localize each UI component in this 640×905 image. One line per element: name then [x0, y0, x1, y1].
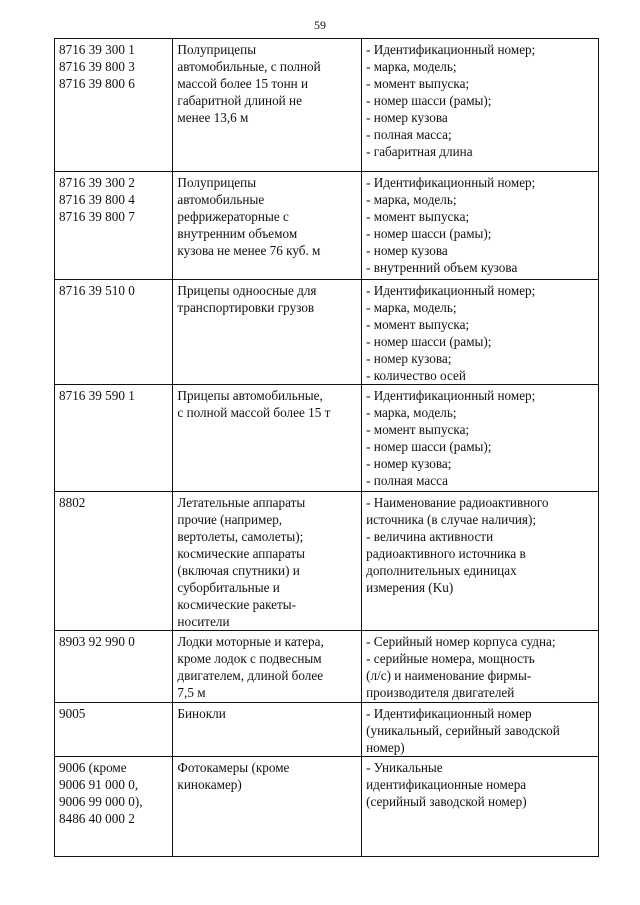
attributes-cell	[362, 703, 599, 757]
required-attribute-line: дополнительных единицах	[366, 563, 517, 578]
attributes-cell	[362, 280, 599, 385]
required-attribute-line: - момент выпуска;	[366, 209, 470, 224]
required-attribute-line: - момент выпуска;	[366, 76, 470, 91]
product-name-cell	[173, 39, 362, 172]
table-row	[55, 280, 599, 385]
required-attribute-line: - Идентификационный номер;	[366, 42, 536, 57]
required-attribute-line: номер)	[366, 740, 405, 755]
product-name-line: носители	[177, 614, 230, 629]
goods-table-body	[55, 39, 599, 857]
required-attribute-line: - момент выпуска;	[366, 422, 470, 437]
product-name-line: Полуприцепы	[177, 42, 257, 57]
table-row	[55, 39, 599, 172]
product-name-line: космические аппараты	[177, 546, 305, 561]
required-attribute-line: (л/с) и наименование фирмы-	[366, 668, 532, 683]
hs-code-line: 9006 91 000 0,	[59, 777, 139, 792]
hs-code-line: 8716 39 800 4	[59, 192, 135, 207]
hs-code-line: 9006 (кроме	[59, 760, 127, 775]
product-name-line: автомобильные, с полной	[177, 59, 321, 74]
required-attribute-line: - номер шасси (рамы);	[366, 334, 492, 349]
required-attribute-line: - номер кузова;	[366, 456, 452, 471]
product-name-line: автомобильные	[177, 192, 265, 207]
hs-code-line: 8716 39 300 1	[59, 42, 135, 57]
required-attribute-line: - Идентификационный номер;	[366, 175, 536, 190]
product-name-line: Фотокамеры (кроме	[177, 760, 290, 775]
attributes-cell	[362, 757, 599, 857]
hs-code-line: 8716 39 800 7	[59, 209, 135, 224]
required-attribute-line: (серийный заводской номер)	[366, 794, 527, 809]
product-name-cell	[173, 757, 362, 857]
product-name-cell	[173, 280, 362, 385]
hs-code-line: 8716 39 300 2	[59, 175, 135, 190]
product-name-cell	[173, 172, 362, 280]
required-attribute-line: - Уникальные	[366, 760, 443, 775]
table-row	[55, 703, 599, 757]
required-attribute-line: - серийные номера, мощность	[366, 651, 535, 666]
hs-code-line: 8716 39 510 0	[59, 283, 135, 298]
required-attribute-line: (уникальный, серийный заводской	[366, 723, 560, 738]
hs-code-line: 8716 39 800 3	[59, 59, 135, 74]
required-attribute-line: - габаритная длина	[366, 144, 473, 159]
required-attribute-line: - Идентификационный номер;	[366, 388, 536, 403]
required-attribute-line: измерения (Ku)	[366, 580, 454, 595]
required-attribute-line: - номер шасси (рамы);	[366, 226, 492, 241]
required-attribute-line: - количество осей	[366, 368, 466, 383]
product-name-line: внутренним объемом	[177, 226, 298, 241]
product-name-line: Полуприцепы	[177, 175, 257, 190]
hs-code-cell	[55, 492, 173, 631]
hs-code-cell	[55, 280, 173, 385]
attributes-cell	[362, 385, 599, 492]
product-name-line: габаритной длиной не	[177, 93, 302, 108]
required-attribute-line: - марка, модель;	[366, 192, 457, 207]
product-name-line: (включая спутники) и	[177, 563, 300, 578]
required-attribute-line: - полная масса;	[366, 127, 452, 142]
hs-code-cell	[55, 631, 173, 703]
required-attribute-line: - марка, модель;	[366, 300, 457, 315]
page-number: 59	[314, 18, 326, 32]
product-name-line: 7,5 м	[177, 685, 206, 700]
product-name-cell	[173, 631, 362, 703]
required-attribute-line: - номер шасси (рамы);	[366, 93, 492, 108]
product-name-line: рефрижераторные с	[177, 209, 289, 224]
attributes-cell	[362, 492, 599, 631]
required-attribute-line: - номер кузова	[366, 243, 448, 258]
required-attribute-line: - номер кузова	[366, 110, 448, 125]
required-attribute-line: радиоактивного источника в	[366, 546, 526, 561]
required-attribute-line: - Идентификационный номер	[366, 706, 532, 721]
required-attribute-line: - номер шасси (рамы);	[366, 439, 492, 454]
hs-code-line: 8716 39 590 1	[59, 388, 135, 403]
product-name-line: Лодки моторные и катера,	[177, 634, 324, 649]
table-row	[55, 631, 599, 703]
product-name-line: Прицепы одноосные для	[177, 283, 317, 298]
product-name-line: Бинокли	[177, 706, 226, 721]
hs-code-line: 8486 40 000 2	[59, 811, 135, 826]
product-name-line: кроме лодок с подвесным	[177, 651, 322, 666]
product-name-line: прочие (например,	[177, 512, 283, 527]
hs-code-cell	[55, 703, 173, 757]
product-name-line: космические ракеты-	[177, 597, 297, 612]
product-name-cell	[173, 492, 362, 631]
hs-code-cell	[55, 172, 173, 280]
product-name-cell	[173, 385, 362, 492]
hs-code-line: 8716 39 800 6	[59, 76, 135, 91]
hs-code-line: 8802	[59, 495, 86, 510]
product-name-line: Летательные аппараты	[177, 495, 306, 510]
table-row	[55, 385, 599, 492]
product-name-line: кинокамер)	[177, 777, 242, 792]
required-attribute-line: - Серийный номер корпуса судна;	[366, 634, 556, 649]
hs-code-cell	[55, 39, 173, 172]
hs-code-line: 9005	[59, 706, 86, 721]
required-attribute-line: - марка, модель;	[366, 405, 457, 420]
product-name-line: Прицепы автомобильные,	[177, 388, 323, 403]
table-row	[55, 492, 599, 631]
product-name-line: суборбитальные и	[177, 580, 280, 595]
required-attribute-line: - полная масса	[366, 473, 448, 488]
table-row	[55, 172, 599, 280]
required-attribute-line: производителя двигателей	[366, 685, 515, 700]
required-attribute-line: источника (в случае наличия);	[366, 512, 537, 527]
table-row	[55, 757, 599, 857]
required-attribute-line: - момент выпуска;	[366, 317, 470, 332]
product-name-line: с полной массой более 15 т	[177, 405, 331, 420]
hs-code-line: 9006 99 000 0),	[59, 794, 143, 809]
required-attribute-line: - величина активности	[366, 529, 494, 544]
attributes-cell	[362, 39, 599, 172]
hs-code-cell	[55, 757, 173, 857]
required-attribute-line: - номер кузова;	[366, 351, 452, 366]
required-attribute-line: идентификационные номера	[366, 777, 527, 792]
product-name-line: вертолеты, самолеты);	[177, 529, 304, 544]
hs-code-line: 8903 92 990 0	[59, 634, 135, 649]
required-attribute-line: - марка, модель;	[366, 59, 457, 74]
required-attribute-line: - Идентификационный номер;	[366, 283, 536, 298]
required-attribute-line: - Наименование радиоактивного	[366, 495, 549, 510]
required-attribute-line: - внутренний объем кузова	[366, 260, 518, 275]
product-name-line: транспортировки грузов	[177, 300, 315, 315]
goods-table	[54, 38, 599, 857]
product-name-line: менее 13,6 м	[177, 110, 249, 125]
product-name-line: массой более 15 тонн и	[177, 76, 309, 91]
product-name-line: кузова не менее 76 куб. м	[177, 243, 321, 258]
product-name-line: двигателем, длиной более	[177, 668, 324, 683]
product-name-cell	[173, 703, 362, 757]
attributes-cell	[362, 631, 599, 703]
attributes-cell	[362, 172, 599, 280]
hs-code-cell	[55, 385, 173, 492]
